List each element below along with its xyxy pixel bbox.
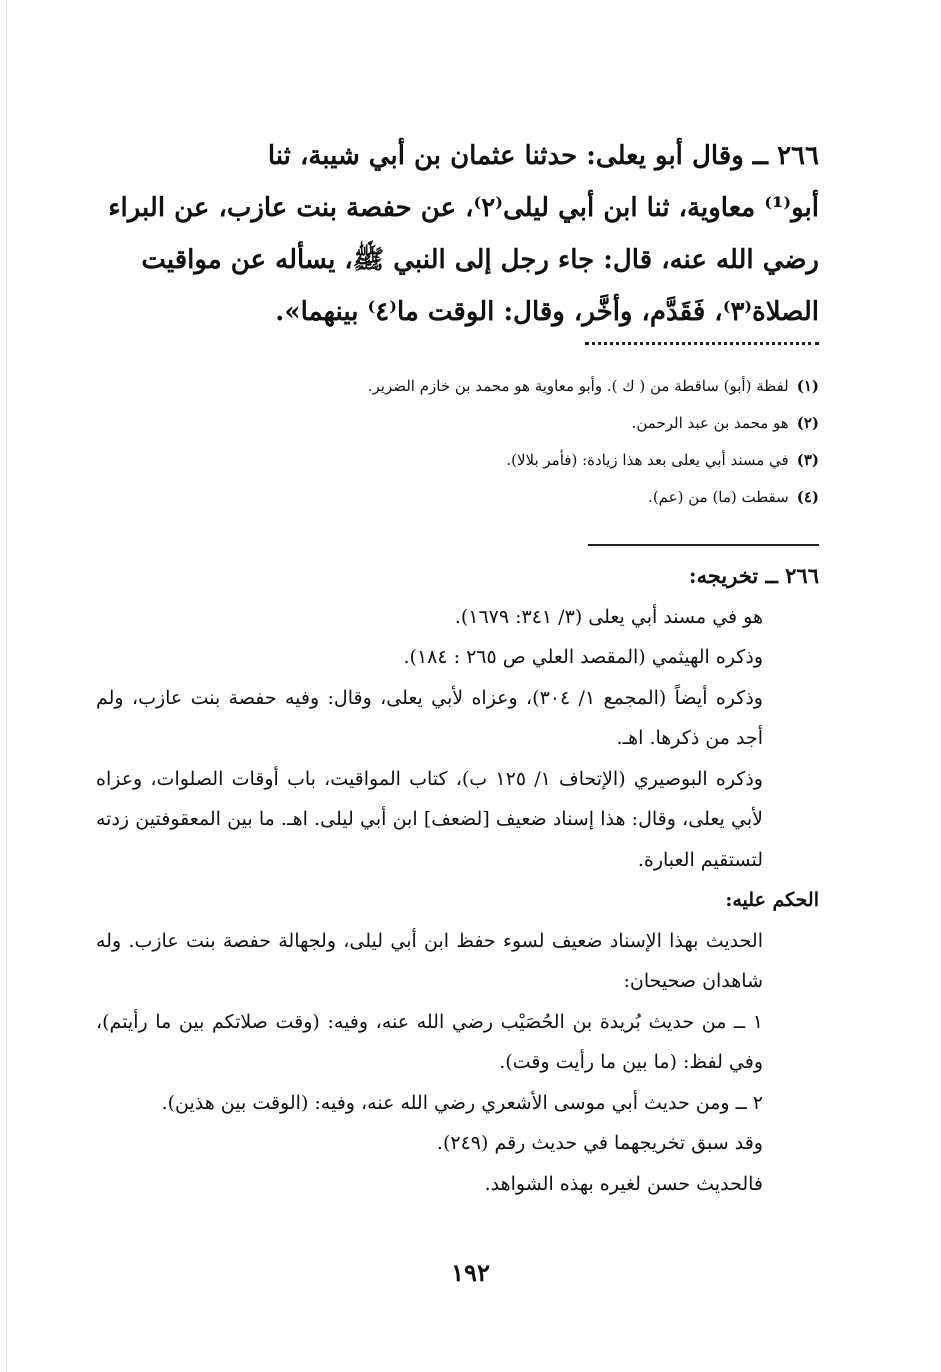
hadith-line-1: ٢٦٦ ــ وقال أبو يعلى: حدثنا عثمان بن أبي شيبة، ثنا [267, 141, 819, 171]
footnote-text: لفظة (أبو) ساقطة من ( ك ). وأبو معاوية هو محمد بن خازم الضرير. [367, 377, 789, 395]
footnote-3 [100, 442, 819, 479]
hukm-paragraph: وقد سبق تخريجهما في حديث رقم (٢٤٩). [436, 1132, 763, 1154]
footnote-text: سقطت (ما) من (عم). [648, 488, 789, 506]
hukm-paragraph: الحديث بهذا الإسناد ضعيف لسوء حفظ ابن أبي ليلى، ولجهالة حفصة بنت عازب. وله شاهدان صحيحان: [96, 929, 763, 992]
footnote-separator-dots [585, 342, 819, 345]
footnote-number: (٣) [796, 451, 819, 469]
footnote-2 [100, 405, 819, 442]
hadith-line-3: رضي الله عنه، قال: جاء رجل إلى النبي ﷺ، يسأله عن مواقيت [141, 245, 819, 275]
hukm-paragraph: ١ ــ من حديث بُريدة بن الحُصَيْب رضي الله عنه، وفيه: (وقت صلاتكم بين ما رأيتم)، وفي لفظ: (ما بين ما رأيت وقت). [96, 1010, 763, 1073]
takhrij-paragraph: وذكره البوصيري (الإتحاف ١/ ١٢٥ ب)، كتاب المواقيت، باب أوقات الصلوات، وعزاه لأبي يعلى، وقال: هذا إسناد ضعيف [لضعف] ابن أبي ليلى. اهـ. ما بين المعقوفتين زدته لتستقيم العبارة. [96, 767, 763, 871]
takhrij-paragraph: هو في مسند أبي يعلى (٣/ ٣٤١: ١٦٧٩). [454, 605, 763, 628]
footnote-4 [100, 479, 819, 516]
takhrij-heading: ٢٦٦ ــ تخريجه: [688, 563, 819, 588]
section-divider-rule [588, 544, 819, 546]
footnote-number: (١) [796, 377, 819, 395]
hadith-line-4: الصلاة⁽٣⁾، فَقَدَّم، وأخَّر، وقال: الوقت ما⁽٤⁾ بينهما». [275, 297, 819, 327]
footnote-text: هو محمد بن عبد الرحمن. [631, 414, 789, 432]
scan-edge-line [6, 0, 7, 1372]
takhrij-section [96, 556, 819, 1204]
footnote-number: (٢) [796, 414, 819, 432]
hukm-paragraph: فالحديث حسن لغيره بهذه الشواهد. [484, 1172, 763, 1195]
page-number: ١٩٢ [451, 1258, 490, 1287]
takhrij-paragraph: وذكره الهيثمي (المقصد العلي ص ٢٦٥ : ١٨٤). [403, 646, 763, 668]
hukm-heading: الحكم عليه: [725, 889, 819, 911]
hukm-paragraph: ٢ ــ ومن حديث أبي موسى الأشعري رضي الله عنه، وفيه: (الوقت بين هذين). [161, 1091, 763, 1114]
hadith-line-2: أبو⁽¹⁾ معاوية، ثنا ابن أبي ليلى⁽٢⁾، عن حفصة بنت عازب، عن البراء [108, 193, 819, 223]
footnotes [100, 368, 819, 516]
hadith-text [100, 130, 819, 338]
takhrij-paragraph: وذكره أيضاً (المجمع ١/ ٣٠٤)، وعزاه لأبي يعلى، وقال: وفيه حفصة بنت عازب، ولم أجد من ذكرها. اهـ. [96, 686, 763, 749]
footnote-text: في مسند أبي يعلى بعد هذا زيادة: (فأمر بلالا). [506, 451, 789, 469]
footnote-1 [100, 368, 819, 405]
footnote-number: (٤) [796, 488, 819, 506]
